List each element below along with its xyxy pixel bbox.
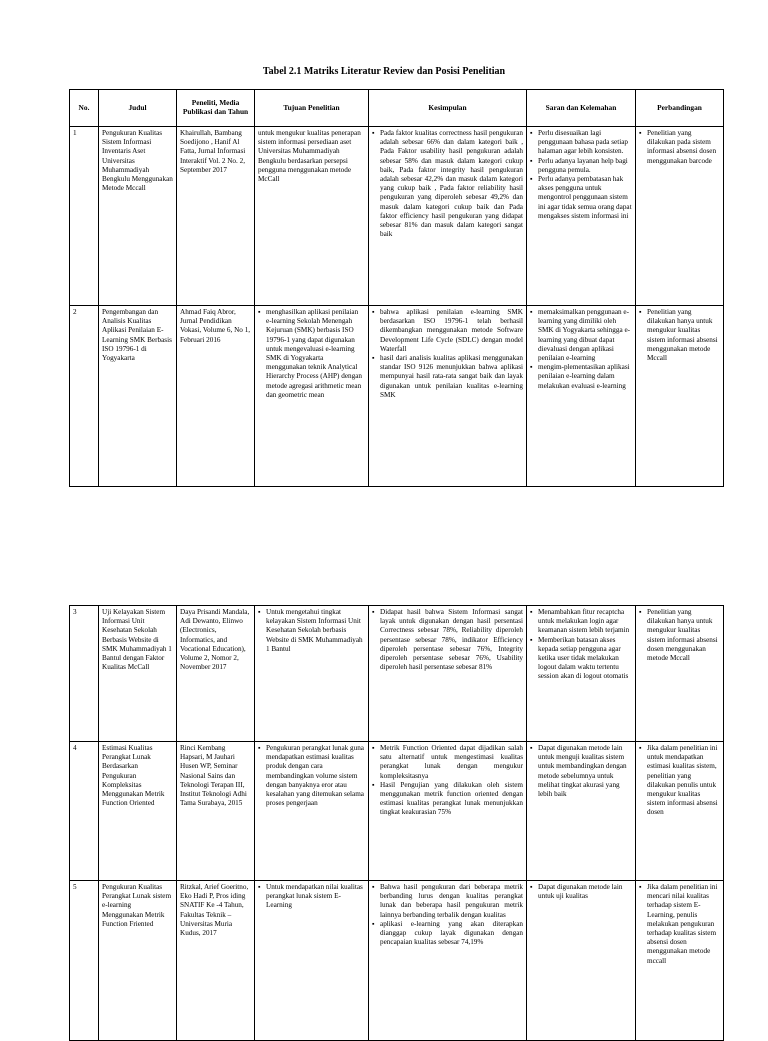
- list-item: ▪ Perlu disesuaikan lagi penggunaan bahasa pada setiap halaman agar lebih konsisten.: [538, 129, 632, 157]
- cell-saran: [527, 306, 636, 487]
- table-row: [70, 881, 724, 1041]
- list-item: ▪ Metrik Function Oriented dapat dijadikan salah satu alternatif untuk mengestimasi kualitas perangkat lunak dengan mengukur kompleksitasnya: [380, 744, 523, 781]
- cell-perbandingan: [636, 127, 724, 306]
- cell-judul: Estimasi Kualitas Perangkat Lunak Berdasarkan Pengukuran Kompleksitas Menggunakan Metrik Function Oriented: [99, 742, 177, 881]
- cell-tujuan: [255, 881, 369, 1041]
- table-row: [70, 306, 724, 487]
- list-item: ▪ Dapat digunakan metode lain untuk menguji kualitas sistem untuk membandingkan dengan metode sebelumnya untuk melihat tingkat akurasi yang lebih baik: [538, 744, 632, 799]
- cell-kesimpulan: [369, 606, 527, 742]
- list-item: ▪ memaksimalkan penggunaan e-learning yang dimiliki oleh SMK di Yogyakarta sehingga e-learning yang dibuat dapat dievaluasi dengan aplikasi penilaian e-learning: [538, 308, 632, 363]
- cell-kesimpulan: [369, 306, 527, 487]
- cell-judul: Uji Kelayakan Sistem Informasi Unit Kesehatan Sekolah Berbasis Website di SMK Muhammadiyah 1 Bantul dengan Faktor Kualitas McCall: [99, 606, 177, 742]
- table-row: [70, 606, 724, 742]
- list-item: ▪ Penelitian yang dilakukan hanya untuk mengukur kualitas sistem informasi absensi dosen menggunakan metode Mccall: [647, 608, 720, 663]
- literature-matrix-table-page-1: [69, 89, 724, 487]
- cell-perbandingan: [636, 881, 724, 1041]
- cell-tujuan: [255, 606, 369, 742]
- list-item: ▪ Pada faktor kualitas correctness hasil pengukuran adalah sebesar 66% dan dalam kategori baik , Pada Faktor usability hasil pengukuran adalah sebesar 58% dan masuk dalam kategori cukup baik, Pada faktor integrity hasil pengukuran adalah sebesar 42,2% dan masuk dalam kategori yang cukup baik , Pada faktor reliability hasil pengukuran yang diperoleh sebesar 49,2% dan masuk dalam kategori cukup baik dan Pada faktor efficiency hasil pengukuran yang didapat sebesar 81% dan masuk dalam kategori sangat baik: [380, 129, 523, 239]
- list-item: ▪ Penelitian yang dilakukan hanya untuk mengukur kualitas sistem informasi absensi menggunakan metode Mccall: [647, 308, 720, 363]
- list-item: ▪ Untuk mendapatkan nilai kualitas perangkat lunak sistem E-Learning: [266, 883, 365, 911]
- cell-no: 3: [70, 606, 99, 742]
- cell-no: 2: [70, 306, 99, 487]
- list-item: ▪ hasil dari analisis kualitas aplikasi menggunakan standar ISO 9126 menunjukkan bahwa aplikasi mempunyai hasil rata-rata sangat baik dan layak digunakan untuk penilaian kualitas e-learning SMK: [380, 354, 523, 400]
- list-item: ▪ mengim-plementasikan aplikasi penilaian e-learning dalam melakukan evaluasi e-learning: [538, 363, 632, 391]
- list-item: ▪ menghasilkan aplikasi penilaian e-learning Sekolah Menengah Kejuruan (SMK) berbasis ISO 19796-1 yang dapat digunakan untuk mengevaluasi e-learning SMK di Yogyakarta menggunakan teknik Analytical Hierarchy Process (AHP) dengan metode agregasi arithmetic mean dan geometric mean: [266, 308, 365, 400]
- cell-kesimpulan: [369, 742, 527, 881]
- table-row: [70, 742, 724, 881]
- cell-perbandingan: [636, 606, 724, 742]
- list-item: ▪ Pengukuran perangkat lunak guna mendapatkan estimasi kualitas produk dengan cara membandingkan volume sistem dengan banyaknya eror atau kesalahan yang ditemukan selama proses pengerjaan: [266, 744, 365, 808]
- list-item: ▪ bahwa aplikasi penilaian e-learning SMK berdasarkan ISO 19796-1 telah berhasil dikembangkan menggunakan metode Software Development Life Cycle (SDLC) dengan model Waterfall: [380, 308, 523, 354]
- cell-peneliti: Khairullah, Bambang Soedijono , Hanif Al Fatta, Jurnal Informasi Interaktif Vol. 2 No. 2, September 2017: [177, 127, 255, 306]
- list-item: ▪ Memberikan batasan akses kepada setiap pengguna agar ketika user tidak melakukan logout dalam waktu tertentu session akan di logout otomatis: [538, 636, 632, 682]
- cell-judul: Pengukuran Kualitas Perangkat Lunak sistem e-learning Menggunakan Metrik Function Friented: [99, 881, 177, 1041]
- table-row: [70, 127, 724, 306]
- list-item: ▪ Untuk mengetahui tingkat kelayakan Sistem Informasi Unit Kesehatan Sekolah berbasis Website di SMK Muhammadiyah 1 Bantul: [266, 608, 365, 654]
- cell-no: 5: [70, 881, 99, 1041]
- cell-saran: [527, 606, 636, 742]
- list-item: ▪ Bahwa hasil pengukuran dari beberapa metrik berbanding lurus dengan kualitas perangkat lunak dan beberapa hasil pengukuran metrik lainnya berbanding terbalik dengan kualitas: [380, 883, 523, 920]
- list-item: ▪ Hasil Pengujian yang dilakukan oleh sistem menggunakan metrik function oriented dengan estimasi kualitas perangkat lunak menunjukkan tingkat keakurasian 75%: [380, 781, 523, 818]
- cell-tujuan: [255, 742, 369, 881]
- cell-peneliti: Ahmad Faiq Abror, Jurnal Pendidikan Vokasi, Volume 6, No 1, Februari 2016: [177, 306, 255, 487]
- header-row: [70, 90, 724, 127]
- list-item: ▪ Menambahkan fitur recaptcha untuk melakukan login agar keamanan sistem lebih terjamin: [538, 608, 632, 636]
- list-item: ▪ aplikasi e-learning yang akan diterapkan dianggap cukup layak digunakan dengan pencapaian kualitas sebesar 74,19%: [380, 920, 523, 948]
- cell-judul: Pengembangan dan Analisis Kualitas Aplikasi Penilaian E-Learning SMK Berbasis ISO 19796-1 di Yogyakarta: [99, 306, 177, 487]
- header-peneliti: Peneliti, Media Publikasi dan Tahun: [177, 90, 255, 127]
- cell-saran: [527, 742, 636, 881]
- header-perbandingan: Perbandingan: [636, 90, 724, 127]
- cell-peneliti: Daya Prisandi Mandala, Adi Dewanto, Elinwo (Electronics, Informatics, and Vocational Education), Volume 2, Nomor 2, November 2017: [177, 606, 255, 742]
- header-tujuan: Tujuan Penelitian: [255, 90, 369, 127]
- list-item: ▪ Dapat digunakan metode lain untuk uji kualitas: [538, 883, 632, 901]
- cell-perbandingan: [636, 306, 724, 487]
- header-no: No.: [70, 90, 99, 127]
- cell-peneliti: Rinci Kembang Hapsari, M Jauhari Husen WP, Seminar Nasional Sains dan Teknologi Terapan III, Institut Teknologi Adhi Tama Surabaya, 2015: [177, 742, 255, 881]
- list-item: ▪ Perlu adanya pembatasan hak akses pengguna untuk mengontrol penggunaan sistem ini agar tidak semua orang dapat mengakses sistem informasi ini: [538, 175, 632, 221]
- cell-kesimpulan: [369, 127, 527, 306]
- literature-matrix-table-page-2: [69, 605, 724, 1041]
- cell-saran: [527, 127, 636, 306]
- list-item: ▪ Jika dalam penelitian ini untuk mendapatkan estimasi kualitas sistem, penelitian yang dilakukan penulis untuk mengukur kualitas sistem informasi absensi dosen: [647, 744, 720, 818]
- list-item: ▪ Didapat hasil bahwa Sistem Informasi sangat layak untuk digunakan dengan hasil persentasi Correctness sebesar 78%, Reliability diperoleh persentase sebesar 78%, indikator Efficiency diperoleh persentase sebesar 76%, Integrity diperoleh persentase sebesar 76%, Usability diperoleh hasil persentase sebesar 81%: [380, 608, 523, 672]
- cell-tujuan: untuk mengukur kualitas penerapan sistem informasi persediaan aset Universitas Muhammadiyah Bengkulu berdasarkan persepsi pengguna menggunakan metode McCall: [255, 127, 369, 306]
- header-kesimpulan: Kesimpulan: [369, 90, 527, 127]
- cell-perbandingan: [636, 742, 724, 881]
- header-saran: Saran dan Kelemahan: [527, 90, 636, 127]
- list-item: ▪ Jika dalam penelitian ini mencari nilai kualitas terhadap sistem E-Learning, penulis melakukan pengukuran terhadap kualitas sistem absensi dosen menggunakan metode mccall: [647, 883, 720, 966]
- header-judul: Judul: [99, 90, 177, 127]
- cell-kesimpulan: [369, 881, 527, 1041]
- list-item: ▪ Perlu adanya layanan help bagi pengguna pemula.: [538, 157, 632, 175]
- table-caption: Tabel 2.1 Matriks Literatur Review dan Posisi Penelitian: [262, 66, 506, 77]
- cell-peneliti: Ritzkal, Arief Goeritno, Eko Hadi P, Pros iding SNATIF Ke -4 Tahun, Fakultas Teknik – Universitas Muria Kudus, 2017: [177, 881, 255, 1041]
- cell-no: 1: [70, 127, 99, 306]
- cell-no: 4: [70, 742, 99, 881]
- cell-judul: Pengukuran Kualitas Sistem Informasi Inventaris Aset Universitas Muhammadiyah Bengkulu Menggunakan Metode Mccall: [99, 127, 177, 306]
- list-item: ▪ Penelitian yang dilakukan pada sistem informasi absensi dosen menggunakan barcode: [647, 129, 720, 166]
- cell-saran: [527, 881, 636, 1041]
- cell-tujuan: [255, 306, 369, 487]
